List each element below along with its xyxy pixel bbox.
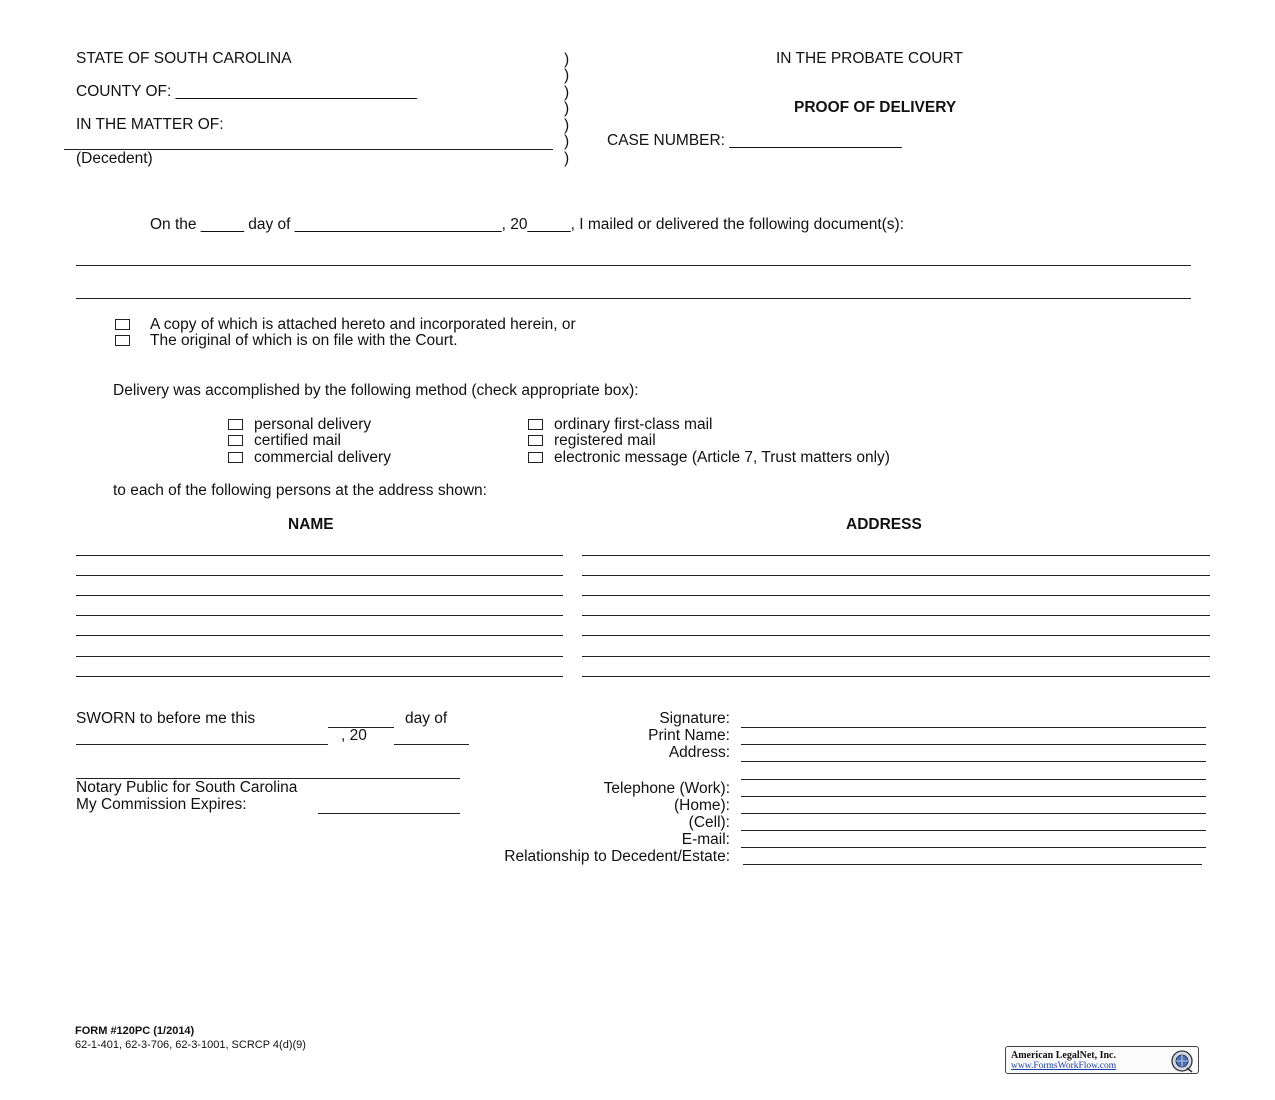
- address-line[interactable]: [582, 595, 1210, 596]
- name-line[interactable]: [76, 575, 563, 576]
- first-class-mail-label: ordinary first-class mail: [554, 416, 713, 433]
- personal-delivery-label: personal delivery: [254, 416, 372, 433]
- registered-mail-label: registered mail: [554, 432, 656, 449]
- electronic-message-label: electronic message (Article 7, Trust matters only): [554, 449, 890, 466]
- caption-paren: ): [564, 150, 570, 167]
- on-file-option-label: The original of which is on file with the Court.: [150, 332, 458, 349]
- name-line[interactable]: [76, 676, 563, 677]
- matter-label: IN THE MATTER OF:: [76, 116, 224, 133]
- name-line[interactable]: [76, 555, 563, 556]
- county-label: COUNTY OF: ____________________________: [76, 83, 417, 100]
- caption-paren: ): [564, 67, 570, 84]
- sworn-text: SWORN to before me this: [76, 710, 256, 727]
- delivery-intro: Delivery was accomplished by the following method (check appropriate box):: [113, 382, 639, 399]
- address-line[interactable]: [582, 575, 1210, 576]
- address-line[interactable]: [582, 555, 1210, 556]
- address-line[interactable]: [582, 615, 1210, 616]
- electronic-message-checkbox[interactable]: [528, 452, 543, 463]
- day-of-label: day of: [405, 710, 448, 727]
- documents-line[interactable]: [76, 298, 1191, 299]
- home-phone-line[interactable]: [741, 813, 1206, 814]
- on-file-checkbox[interactable]: [115, 335, 130, 346]
- certified-mail-label: certified mail: [254, 432, 341, 449]
- documents-line[interactable]: [76, 265, 1191, 266]
- notary-label: Notary Public for South Carolina: [76, 779, 298, 796]
- brand-name: American LegalNet, Inc.: [1011, 1050, 1116, 1061]
- certified-mail-checkbox[interactable]: [228, 435, 243, 446]
- case-number: CASE NUMBER: ____________________: [607, 132, 902, 149]
- address-label: Address:: [668, 744, 730, 761]
- relationship-line[interactable]: [743, 864, 1202, 865]
- address-column-header: ADDRESS: [846, 516, 922, 533]
- name-column-header: NAME: [288, 516, 334, 533]
- brand-link[interactable]: www.FormsWorkFlow.com: [1011, 1061, 1117, 1071]
- caption-paren: ): [564, 117, 570, 134]
- delivery-statement: On the _____ day of ________________________, 20_____, I mailed or delivered the following document(s):: [150, 216, 905, 233]
- caption-paren: ): [564, 133, 570, 150]
- registered-mail-checkbox[interactable]: [528, 435, 543, 446]
- commission-expires-label: My Commission Expires:: [76, 796, 247, 813]
- commercial-delivery-label: commercial delivery: [254, 449, 391, 466]
- persons-intro: to each of the following persons at the address shown:: [113, 482, 487, 499]
- address-line[interactable]: [582, 676, 1210, 677]
- sworn-month-line[interactable]: [76, 744, 328, 745]
- first-class-mail-checkbox[interactable]: [528, 419, 543, 430]
- attached-option-label: A copy of which is attached hereto and incorporated herein, or: [150, 316, 576, 333]
- telephone-work-line[interactable]: [741, 796, 1206, 797]
- american-legalnet-logo[interactable]: [1005, 1046, 1199, 1074]
- caption-paren: ): [564, 51, 570, 68]
- signature-line[interactable]: [741, 727, 1206, 728]
- globe-icon: [1170, 1049, 1194, 1073]
- statute-references: 62-1-401, 62-3-706, 62-3-1001, SCRCP 4(d)(9): [75, 1039, 306, 1051]
- caption-paren: ): [564, 84, 570, 101]
- address-line-1[interactable]: [741, 761, 1206, 762]
- email-line[interactable]: [741, 847, 1206, 848]
- relationship-label: Relationship to Decedent/Estate:: [504, 848, 730, 865]
- form-title: PROOF OF DELIVERY: [794, 99, 957, 116]
- telephone-work-label: Telephone (Work):: [603, 780, 730, 797]
- print-name-line[interactable]: [741, 744, 1206, 745]
- name-line[interactable]: [76, 595, 563, 596]
- state-label: STATE OF SOUTH CAROLINA: [76, 50, 292, 67]
- name-line[interactable]: [76, 615, 563, 616]
- attached-checkbox[interactable]: [115, 319, 130, 330]
- decedent-label: (Decedent): [76, 150, 153, 167]
- name-line[interactable]: [76, 656, 563, 657]
- county-blank[interactable]: ____________________________: [175, 83, 417, 100]
- signature-label: Signature:: [659, 710, 730, 727]
- commission-expires-line[interactable]: [318, 813, 460, 814]
- cell-phone-line[interactable]: [741, 830, 1206, 831]
- address-line[interactable]: [582, 635, 1210, 636]
- print-name-label: Print Name:: [648, 727, 730, 744]
- case-number-blank[interactable]: ____________________: [729, 132, 902, 149]
- commercial-delivery-checkbox[interactable]: [228, 452, 243, 463]
- address-line-2[interactable]: [741, 779, 1206, 780]
- court-label: IN THE PROBATE COURT: [776, 50, 963, 67]
- name-line[interactable]: [76, 635, 563, 636]
- caption-paren: ): [564, 100, 570, 117]
- personal-delivery-checkbox[interactable]: [228, 419, 243, 430]
- form-number: FORM #120PC (1/2014): [75, 1025, 195, 1037]
- address-line[interactable]: [582, 656, 1210, 657]
- home-phone-label: (Home):: [674, 797, 730, 814]
- email-label: E-mail:: [681, 831, 730, 848]
- sworn-year-line[interactable]: [394, 744, 469, 745]
- comma-twenty-label: , 20: [341, 727, 367, 744]
- cell-phone-label: (Cell):: [688, 814, 730, 831]
